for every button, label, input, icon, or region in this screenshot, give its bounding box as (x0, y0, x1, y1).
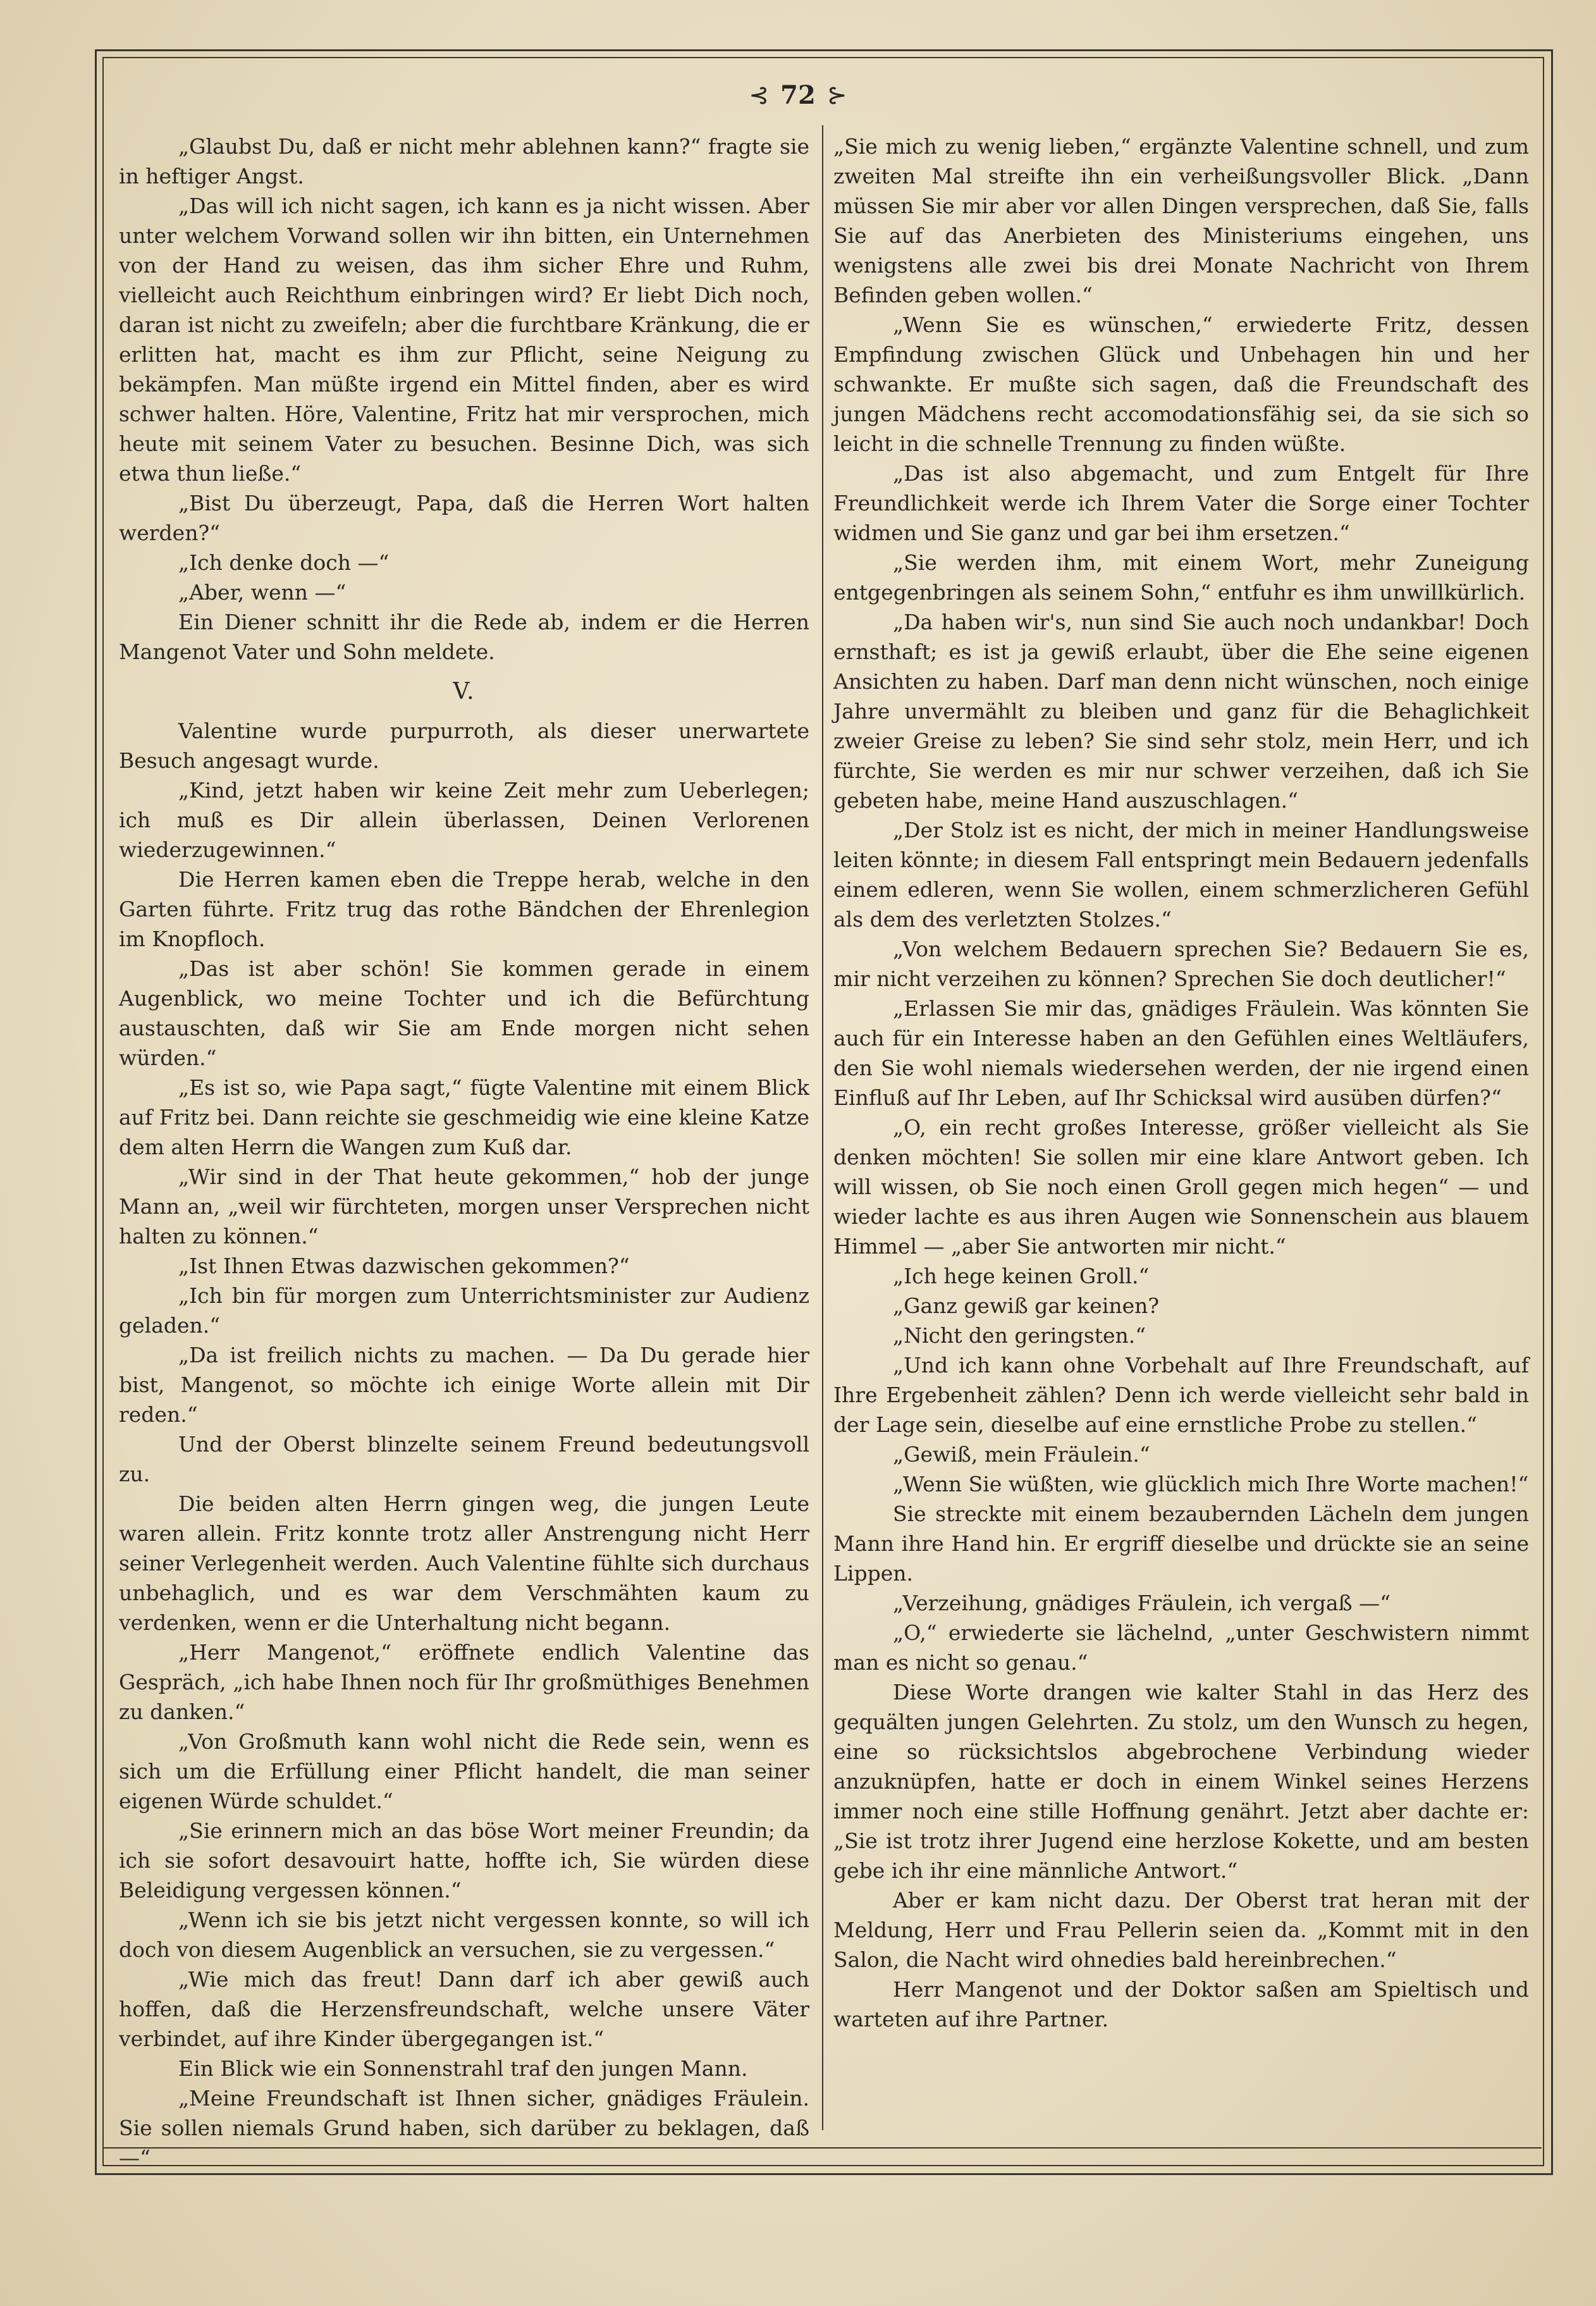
paragraph: „Wir sind in der That heute gekommen,“ hob der junge Mann an, „weil wir fürchteten, morgen unser Versprechen nicht halten zu können.“ (119, 1164, 809, 1249)
paragraph: „Aber, wenn —“ (178, 580, 347, 605)
paragraph: „Da ist freilich nichts zu machen. — Da Du gerade hier bist, Mangenot, so möchte ich einige Worte allein mit Dir reden.“ (119, 1343, 809, 1427)
paragraph: „Ich denke doch —“ (178, 550, 390, 575)
paragraph: „Es ist so, wie Papa sagt,“ fügte Valentine mit einem Blick auf Fritz bei. Dann reichte sie geschmeidig wie eine kleine Katze dem alten Herrn die Wangen zum Kuß dar. (119, 1075, 809, 1159)
paragraph: „O,“ erwiederte sie lächelnd, „unter Geschwistern nimmt man es nicht so genau.“ (833, 1620, 1529, 1675)
paragraph: „Ich hege keinen Groll.“ (893, 1264, 1150, 1288)
paragraph: „Das ist aber schön! Sie kommen gerade in einem Augenblick, wo meine Tochter und ich die Befürchtung austauschten, daß wir Sie am Ende morgen nicht sehen würden.“ (119, 956, 809, 1070)
ornament-right-icon: ⊱ (826, 81, 847, 109)
paragraph: „Kind, jetzt haben wir keine Zeit mehr zum Ueberlegen; ich muß es Dir allein überlassen, Deinen Verlorenen wiederzugewinnen.“ (119, 778, 809, 862)
page-header (0, 76, 1596, 114)
column-divider (822, 125, 823, 2130)
paragraph-continued: „Sie mich zu wenig lieben,“ ergänzte Valentine schnell, und zum zweiten Mal streifte ihn ein verheißungsvoller Blick. „Dann müssen Sie mir aber vor allen Dingen versprechen, daß Sie, falls Sie auf das Anerbieten des Ministeriums eingehen, uns wenigstens alle zwei bis drei Monate Nachricht von Ihrem Befinden geben wollen.“ (833, 134, 1529, 307)
paragraph: „Nicht den geringsten.“ (893, 1323, 1146, 1348)
paragraph: „Das ist also abgemacht, und zum Entgelt für Ihre Freundlichkeit werde ich Ihrem Vater die Sorge einer Tochter widmen und Sie ganz und gar bei ihm ersetzen.“ (833, 461, 1529, 545)
paragraph: „Da haben wir's, nun sind Sie auch noch undankbar! Doch ernsthaft; es ist ja gewiß erlaubt, über die Ehe seine eigenen Ansichten zu haben. Darf man denn nicht wünschen, noch einige Jahre unvermählt zu bleiben und ganz für die Behaglichkeit zweier Greise zu leben? Sie sind sehr stolz, mein Herr, und ich fürchte, Sie werden es mir nur schwer verzeihen, daß ich Sie gebeten habe, meine Hand auszuschlagen.“ (833, 610, 1529, 813)
paragraph: „Wie mich das freut! Dann darf ich aber gewiß auch hoffen, daß die Herzensfreundschaft, welche unsere Väter verbindet, auf ihre Kinder übergegangen ist.“ (119, 1967, 809, 2051)
paragraph: „Sie erinnern mich an das böse Wort meiner Freundin; da ich sie sofort desavouirt hatte, hoffte ich, Sie würden diese Beleidigung vergessen können.“ (119, 1818, 809, 1902)
paragraph: Die beiden alten Herrn gingen weg, die jungen Leute waren allein. Fritz konnte trotz aller Anstrengung nicht Herr seiner Verlegenheit werden. Auch Valentine fühlte sich durchaus unbehaglich, und es war dem Verschmähten kaum zu verdenken, wenn er die Unterhaltung nicht begann. (119, 1491, 809, 1635)
paragraph: „Wenn ich sie bis jetzt nicht vergessen konnte, so will ich doch von diesem Augenblick an versuchen, sie zu vergessen.“ (119, 1908, 809, 1962)
paragraph: Valentine wurde purpurroth, als dieser unerwartete Besuch angesagt wurde. (119, 718, 809, 773)
paragraph: „Ist Ihnen Etwas dazwischen gekommen?“ (178, 1254, 630, 1278)
paragraph: „Von Großmuth kann wohl nicht die Rede sein, wenn es sich um die Erfüllung einer Pflicht handelt, die man seiner eigenen Würde schuldet.“ (119, 1729, 809, 1813)
paragraph: „Das will ich nicht sagen, ich kann es ja nicht wissen. Aber unter welchem Vorwand sollen wir ihn bitten, ein Unternehmen von der Hand zu weisen, das ihm sicher Ehre und Ruhm, vielleicht auch Reichthum einbringen wird? Er liebt Dich noch, daran ist nicht zu zweifeln; aber die furchtbare Kränkung, die er erlitten hat, macht es ihm zur Pflicht, seine Neigung zu bekämpfen. Man müßte irgend ein Mittel finden, aber es wird schwer halten. Höre, Valentine, Fritz hat mir versprochen, mich heute mit seinem Vater zu besuchen. Besinne Dich, was sich etwa thun ließe.“ (119, 194, 809, 486)
paragraph: Diese Worte drangen wie kalter Stahl in das Herz des gequälten jungen Gelehrten. Zu stolz, um den Wunsch zu hegen, eine so rücksichtslos abgebrochene Verbindung wieder anzuknüpfen, hatte er doch in einem Winkel seines Herzens immer noch eine stille Hoffnung genährt. Jetzt aber dachte er: „Sie ist trotz ihrer Jugend eine herzlose Kokette, und am besten gebe ich ihr eine männliche Antwort.“ (833, 1680, 1529, 1883)
paragraph: „Glaubst Du, daß er nicht mehr ablehnen kann?“ fragte sie in heftiger Angst. (119, 134, 809, 188)
paragraph: „Bist Du überzeugt, Papa, daß die Herren Wort halten werden?“ (119, 491, 809, 545)
paragraph: „Wenn Sie es wünschen,“ erwiederte Fritz, dessen Empfindung zwischen Glück und Unbehagen hin und her schwankte. Er mußte sich sagen, daß die Freundschaft des jungen Mädchens recht accomodationsfähig sei, da sie sich so leicht in die schnelle Trennung zu finden wüßte. (833, 312, 1529, 456)
page-number: 72 (780, 80, 816, 110)
paragraph: Herr Mangenot und der Doktor saßen am Spieltisch und warteten auf ihre Partner. (833, 1977, 1529, 2032)
paragraph: Die Herren kamen eben die Treppe herab, welche in den Garten führte. Fritz trug das rothe Bändchen der Ehrenlegion im Knopfloch. (119, 867, 809, 951)
paragraph: Sie streckte mit einem bezaubernden Lächeln dem jungen Mann ihre Hand hin. Er ergriff dieselbe und drückte sie an seine Lippen. (833, 1501, 1529, 1586)
paragraph: „O, ein recht großes Interesse, größer vielleicht als Sie denken möchten! Sie sollen mir eine klare Antwort geben. Ich will wissen, ob Sie noch einen Groll gegen mich hegen“ — und wieder lachte es aus ihren Augen wie Sonnenschein aus blauem Himmel — „aber Sie antworten mir nicht.“ (833, 1115, 1529, 1259)
paragraph: „Der Stolz ist es nicht, der mich in meiner Handlungsweise leiten könnte; in diesem Fall entspringt mein Bedauern jedenfalls einem edleren, wenn Sie wollen, einem schmerzlicheren Gefühl als dem des verletzten Stolzes.“ (833, 818, 1529, 932)
paragraph: „Herr Mangenot,“ eröffnete endlich Valentine das Gespräch, „ich habe Ihnen noch für Ihr großmüthiges Benehmen zu danken.“ (119, 1640, 809, 1724)
paragraph: Aber er kam nicht dazu. Der Oberst trat heran mit der Meldung, Herr und Frau Pellerin seien da. „Kommt mit in den Salon, die Nacht wird ohnedies bald hereinbrechen.“ (833, 1888, 1529, 1972)
paragraph: „Erlassen Sie mir das, gnädiges Fräulein. Was könnten Sie auch für ein Interesse haben an den Gefühlen eines Weltläufers, den Sie wohl niemals wiedersehen werden, der nie irgend einen Einfluß auf Ihr Leben, auf Ihr Schicksal wird ausüben dürfen?“ (833, 996, 1529, 1110)
paragraph: „Meine Freundschaft ist Ihnen sicher, gnädiges Fräulein. Sie sollen niemals Grund haben, sich darüber zu beklagen, daß —“ (119, 2086, 809, 2170)
left-column (119, 132, 809, 2170)
chapter-heading: V. (453, 679, 476, 705)
right-column (833, 132, 1529, 2136)
paragraph: „Ganz gewiß gar keinen? (893, 1293, 1160, 1318)
paragraph: Ein Diener schnitt ihr die Rede ab, indem er die Herren Mangenot Vater und Sohn meldete. (119, 610, 809, 664)
ornament-left-icon: ⊰ (749, 81, 770, 109)
paragraph: „Verzeihung, gnädiges Fräulein, ich vergaß —“ (893, 1591, 1390, 1615)
paragraph: „Sie werden ihm, mit einem Wort, mehr Zuneigung entgegenbringen als seinem Sohn,“ entfuhr es ihm unwillkürlich. (833, 550, 1529, 605)
paragraph: „Gewiß, mein Fräulein.“ (893, 1442, 1150, 1467)
paragraph: „Und ich kann ohne Vorbehalt auf Ihre Freundschaft, auf Ihre Ergebenheit zählen? Denn ich werde vielleicht sehr bald in der Lage sein, dieselbe auf eine ernstliche Probe zu stellen.“ (833, 1353, 1529, 1437)
paragraph: Ein Blick wie ein Sonnenstrahl traf den jungen Mann. (178, 2056, 748, 2081)
paragraph: „Wenn Sie wüßten, wie glücklich mich Ihre Worte machen!“ (893, 1472, 1529, 1496)
paragraph: „Von welchem Bedauern sprechen Sie? Bedauern Sie es, mir nicht verzeihen zu können? Sprechen Sie doch deutlicher!“ (833, 937, 1529, 991)
paragraph: Und der Oberst blinzelte seinem Freund bedeutungsvoll zu. (119, 1432, 809, 1486)
paragraph: „Ich bin für morgen zum Unterrichtsminister zur Audienz geladen.“ (119, 1283, 809, 1338)
